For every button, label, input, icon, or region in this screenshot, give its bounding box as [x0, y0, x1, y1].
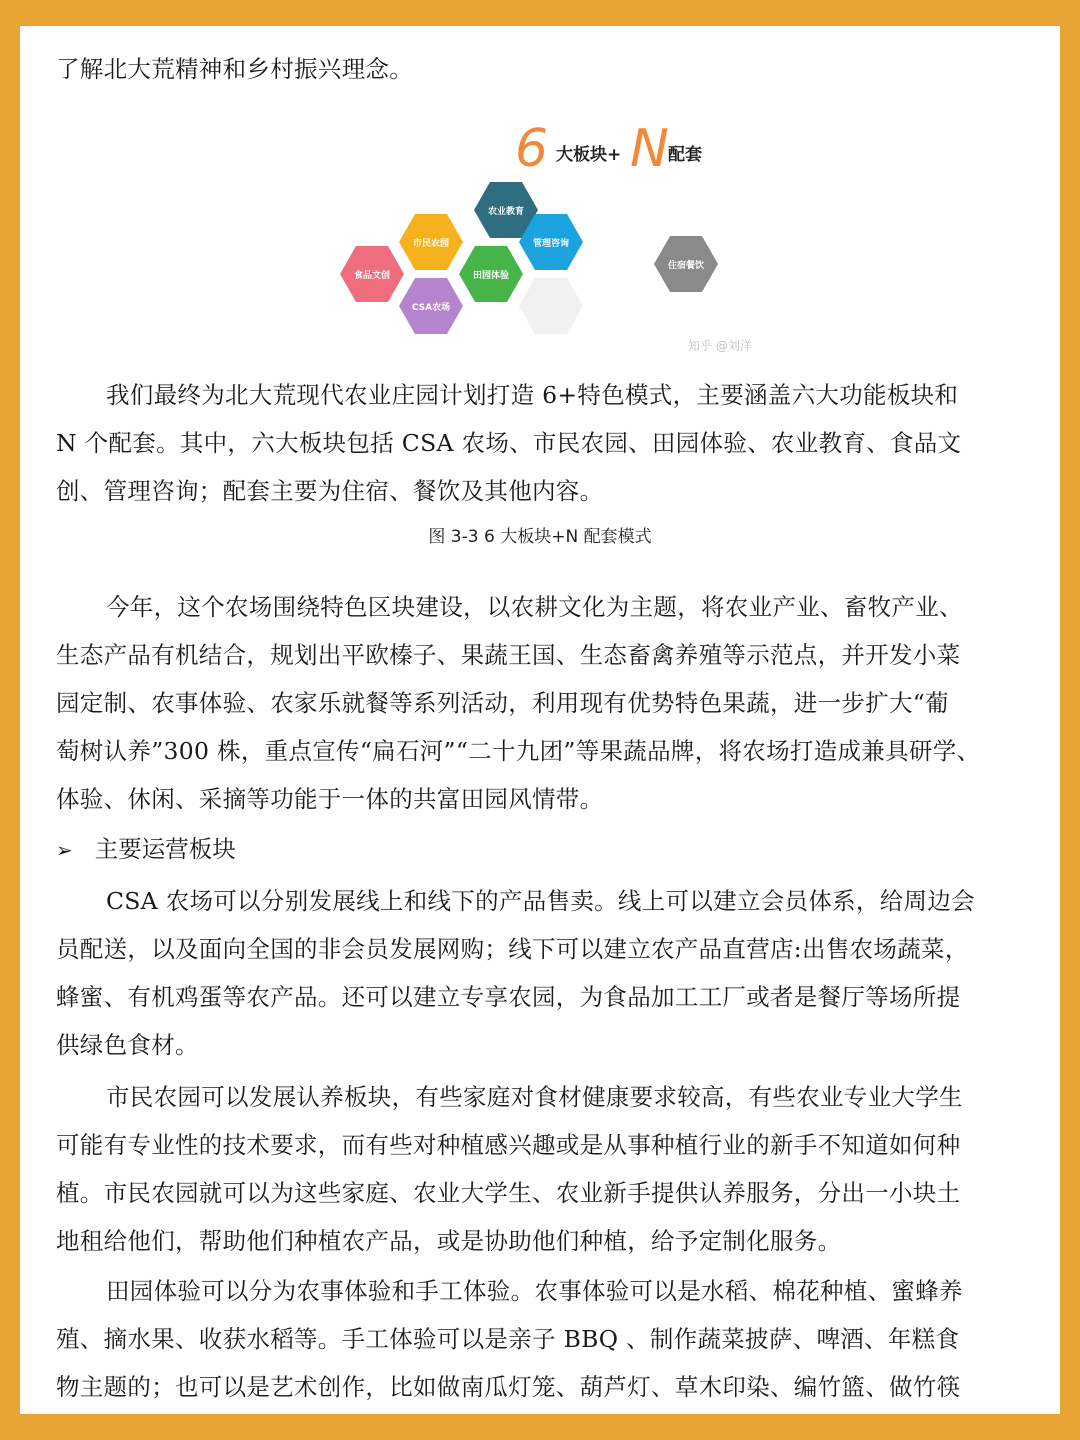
paragraph-line: 田园体验可以分为农事体验和手工体验。农事体验可以是水稻、棉花种植、蜜蜂养: [106, 1277, 963, 1305]
paragraph-line: 今年，这个农场围绕特色区块建设，以农耕文化为主题，将农业产业、畜牧产业、: [106, 593, 963, 621]
paragraph-line: 地租给他们，帮助他们种植农产品，或是协助他们种植，给予定制化服务。: [56, 1227, 842, 1255]
document-page: [20, 26, 1060, 1414]
diagram-title-n: N: [630, 119, 669, 179]
paragraph-line: 供绿色食材。: [56, 1031, 199, 1059]
svg-text:市民农园: 市民农园: [412, 239, 450, 249]
paragraph-line: 创、管理咨询；配套主要为住宿、餐饮及其他内容。: [56, 477, 604, 505]
paragraph-line: 园定制、农事体验、农家乐就餐等系列活动，利用现有优势特色果蔬，进一步扩大“葡: [56, 689, 949, 717]
hex-field-experience: [459, 246, 523, 302]
six-plus-n-diagram: [310, 104, 770, 366]
paragraph-line: 我们最终为北大荒现代农业庄园计划打造 6+特色模式，主要涵盖六大功能板块和: [106, 381, 959, 409]
figure-caption: 图 3-3 6 大板块+N 配套模式: [428, 527, 652, 547]
svg-text:田园体验: 田园体验: [472, 271, 510, 281]
svg-text:管理咨询: 管理咨询: [532, 239, 570, 249]
hex-csa-farm: [399, 278, 463, 334]
svg-text:CSA农场: CSA农场: [411, 303, 451, 313]
paragraph-line: 殖、摘水果、收获水稻等。手工体验可以是亲子 BBQ 、制作蔬菜披萨、啤酒、年糕食: [56, 1325, 960, 1353]
diagram-title-mid: 大板块+: [556, 145, 622, 165]
diagram-watermark: 知乎 @刘洋: [688, 339, 752, 353]
paragraph-line: 员配送，以及面向全国的非会员发展网购；线下可以建立农产品直营店:出售农场蔬菜，: [56, 935, 969, 963]
hex-blank: [519, 278, 583, 334]
svg-text:住宿餐饮: 住宿餐饮: [667, 261, 705, 271]
paragraph-line: 蜂蜜、有机鸡蛋等农产品。还可以建立专享农园，为食品加工工厂或者是餐厅等场所提: [56, 983, 961, 1011]
paragraph-line: CSA 农场可以分别发展线上和线下的产品售卖。线上可以建立会员体系，给周边会: [106, 887, 975, 915]
paragraph-line: 生态产品有机结合，规划出平欧榛子、果蔬王国、生态畜禽养殖等示范点，并开发小菜: [56, 641, 961, 669]
arrow-bullet-icon: ➢: [56, 838, 73, 862]
paragraph-line: 萄树认养”300 株，重点宣传“扁石河”“二十九团”等果蔬品牌，将农场打造成兼具研学、: [56, 737, 981, 765]
paragraph-line: 可能有专业性的技术要求，而有些对种植感兴趣或是从事种植行业的新手不知道如何种: [56, 1131, 961, 1159]
section-heading-text: 主要运营板块: [94, 835, 236, 863]
paragraph-line: 物主题的；也可以是艺术创作，比如做南瓜灯笼、葫芦灯、草木印染、编竹篮、做竹筷: [56, 1373, 961, 1401]
paragraph-line: 体验、休闲、采摘等功能于一体的共富田园风情带。: [56, 785, 604, 813]
paragraph-line: 了解北大荒精神和乡村振兴理念。: [56, 55, 413, 83]
svg-text:食品文创: 食品文创: [353, 271, 391, 281]
section-heading: [56, 830, 236, 864]
diagram-title-end: 配套: [668, 145, 702, 165]
hex-food-creative: [340, 246, 404, 302]
paragraph-line: 植。市民农园就可以为这些家庭、农业大学生、农业新手提供认养服务，分出一小块土: [56, 1179, 961, 1207]
hex-citizen-farm: [399, 214, 463, 270]
diagram-title-six: 6: [515, 119, 549, 179]
paragraph-line: N 个配套。其中，六大板块包括 CSA 农场、市民农园、田园体验、农业教育、食品文: [56, 429, 962, 457]
svg-text:农业教育: 农业教育: [487, 207, 525, 217]
hex-lodging-dining: [654, 236, 718, 292]
paragraph-line: 市民农园可以发展认养板块，有些家庭对食材健康要求较高，有些农业专业大学生: [106, 1083, 963, 1111]
